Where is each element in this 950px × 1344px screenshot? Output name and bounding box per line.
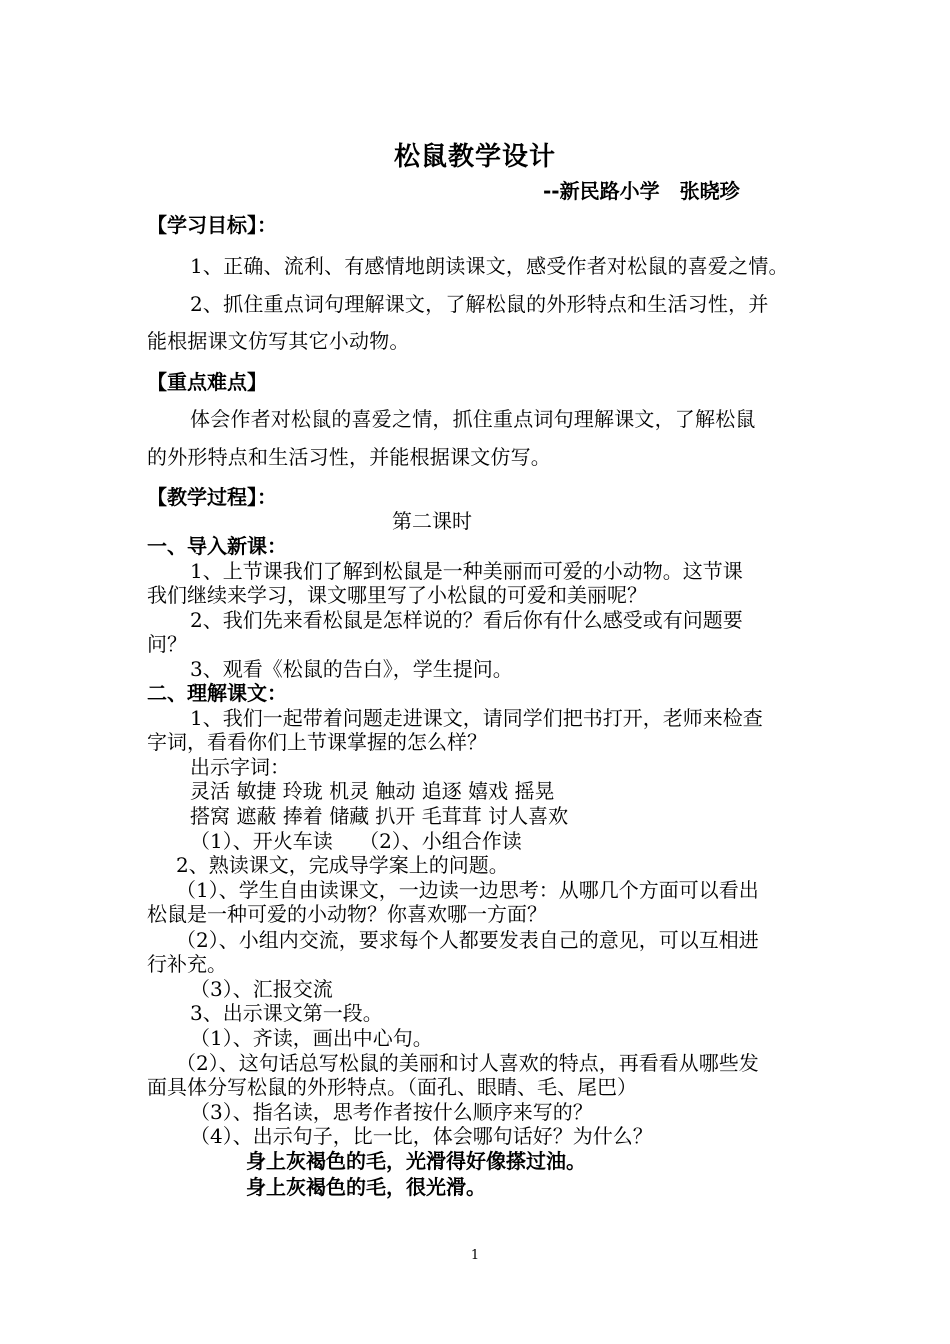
body-line: （1）、学生自由读课文，一边读一边思考：从哪几个方面可以看出 [176,878,759,902]
goal-2-line-2: 能根据课文仿写其它小动物。 [147,329,410,353]
body-line: 字词，看看你们上节课掌握的怎么样？ [147,730,487,754]
goal-2-line-1: 2、抓住重点词句理解课文，了解松鼠的外形特点和生活习性，并 [190,292,769,316]
vocabulary-line: 搭窝 遮蔽 捧着 储藏 扒开 毛茸茸 讨人喜欢 [190,804,569,828]
body-line: （3）、指名读，思考作者按什么顺序来写的？ [190,1100,593,1124]
section-heading: 一、导入新课： [147,534,287,558]
body-line: （4）、出示句子，比一比，体会哪句话好？为什么？ [190,1124,653,1148]
key-points-line-1: 体会作者对松鼠的喜爱之情，抓住重点词句理解课文，了解松鼠 [190,407,756,431]
body-line: 面具体分写松鼠的外形特点。（面孔、眼睛、毛、尾巴） [147,1075,637,1099]
goals-heading: 【学习目标】： [147,213,277,237]
document-title: 松鼠教学设计 [393,142,556,172]
lesson-label: 第二课时 [392,509,472,533]
goal-1: 1、正确、流利、有感情地朗读课文，感受作者对松鼠的喜爱之情。 [190,254,789,278]
body-line: 松鼠是一种可爱的小动物？你喜欢哪一方面？ [147,902,547,926]
body-line: 行补充。 [147,952,227,976]
body-line: （1）、齐读，画出中心句。 [190,1026,433,1050]
body-line: 问？ [147,632,187,656]
body-line: 2、熟读课文，完成导学案上的问题。 [176,853,509,877]
body-line: 出示字词： [190,755,290,779]
page-number: 1 [470,1248,480,1263]
example-sentence: 身上灰褐色的毛，光滑得好像搽过油。 [246,1149,586,1173]
body-line: 1、我们一起带着问题走进课文，请同学们把书打开，老师来检查 [190,706,763,730]
key-points-heading: 【重点难点】 [147,370,267,394]
body-line: （2）、这句话总写松鼠的美丽和讨人喜欢的特点，再看看从哪些发 [176,1051,759,1075]
body-line: 2、我们先来看松鼠是怎样说的？看后你有什么感受或有问题要 [190,608,743,632]
author-line: --新民路小学 张晓珍 [543,179,740,203]
body-line: （3）、汇报交流 [190,977,333,1001]
section-heading: 二、理解课文： [147,681,287,705]
body-line: （2）、小组内交流，要求每个人都要发表自己的意见，可以互相进 [176,928,759,952]
example-sentence: 身上灰褐色的毛，很光滑。 [246,1175,486,1199]
body-line: 3、观看《松鼠的告白》，学生提问。 [190,657,513,681]
body-line: （1）、开火车读 （2）、小组合作读 [190,829,522,853]
body-line: 1、上节课我们了解到松鼠是一种美丽而可爱的小动物。这节课 [190,559,743,583]
key-points-line-2: 的外形特点和生活习性，并能根据课文仿写。 [147,445,551,469]
vocabulary-line: 灵活 敏捷 玲珑 机灵 触动 追逐 嬉戏 摇晃 [190,779,555,803]
body-line: 3、出示课文第一段。 [190,1001,383,1025]
process-heading: 【教学过程】： [147,485,277,509]
body-line: 我们继续来学习，课文哪里写了小松鼠的可爱和美丽呢？ [147,583,647,607]
